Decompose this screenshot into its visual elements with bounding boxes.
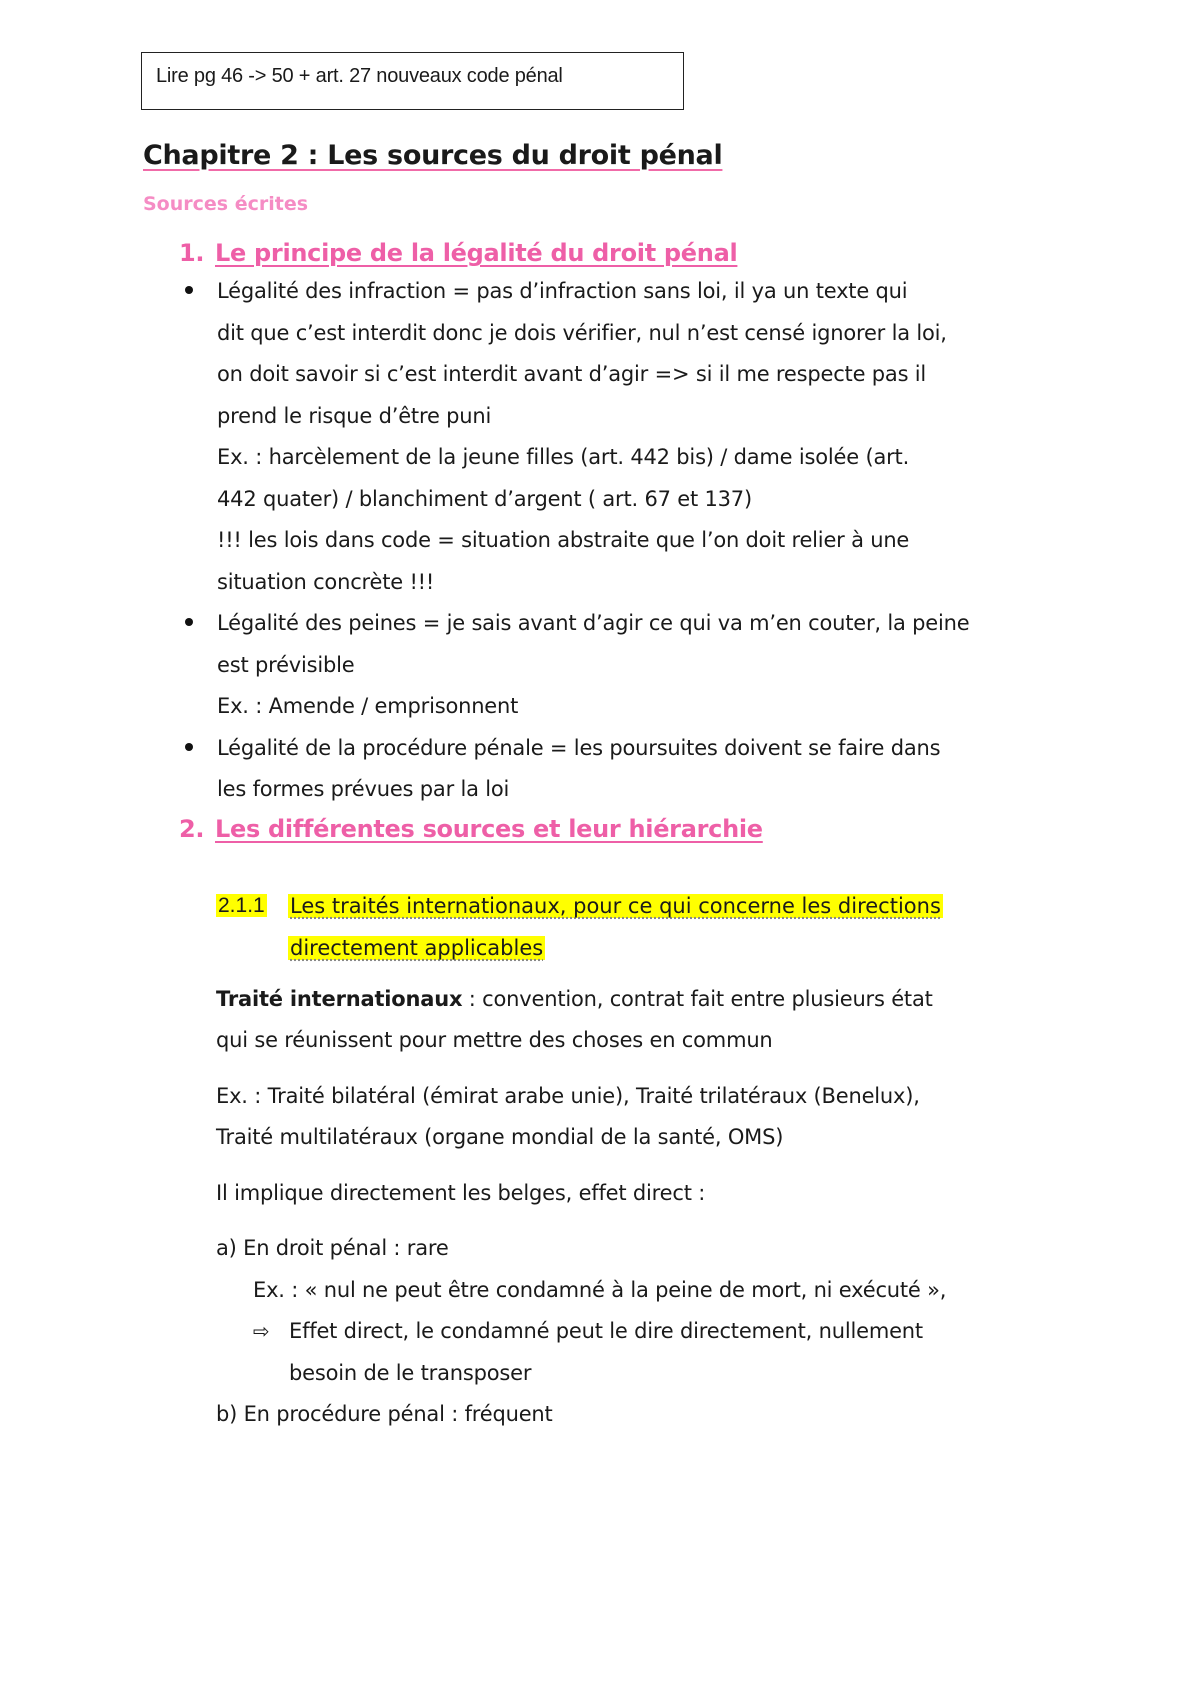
arrow-line-1: Effet direct, le condamné peut le dire directement, nullement [289, 1319, 923, 1343]
definition-text: : convention, contrat fait entre plusieurs état [462, 986, 933, 1011]
bullet-dot-icon [185, 743, 193, 751]
section-1-bullet-list [143, 271, 1083, 811]
section-1-title: Le principe de la légalité du droit pénal [215, 239, 738, 267]
bullet-line: Ex. : Amende / emprisonnent [217, 694, 519, 718]
document-content [143, 140, 1083, 1450]
section-2-number: 2. [179, 814, 205, 843]
sources-label: Sources écrites [143, 193, 309, 215]
point-b-block [143, 1394, 1083, 1436]
bullet-line: les formes prévues par la loi [217, 777, 510, 801]
bullet-line: 442 quater) / blanchiment d’argent ( art. 67 et 137) [217, 486, 752, 511]
bullet-line: on doit savoir si c’est interdit avant d’agir => si il me respecte pas il [217, 362, 927, 386]
bullet-legalite-infractions [143, 271, 1083, 603]
bullet-line: est prévisible [217, 652, 355, 677]
reading-note-box [141, 52, 684, 110]
bullet-line: situation concrète !!! [217, 569, 435, 594]
bullet-line: Légalité de la procédure pénale = les poursuites doivent se faire dans [217, 735, 941, 760]
reading-note-text: Lire pg 46 -> 50 + art. 27 nouveaux code pénal [156, 65, 563, 87]
bullet-line: Légalité des peines = je sais avant d’agir ce qui va m’en couter, la peine [217, 611, 970, 635]
subsection-title-line-1: Les traités internationaux, pour ce qui concerne les directions [290, 893, 941, 918]
section-2-title: Les différentes sources et leur hiérarchie [215, 814, 763, 843]
implication-line: Il implique directement les belges, effet direct : [216, 1180, 706, 1205]
chapter-title: Chapitre 2 : Les sources du droit pénal [143, 140, 723, 171]
point-a-arrow-item [143, 1311, 1083, 1394]
section-1-number: 1. [179, 239, 205, 267]
point-b-label: b) En procédure pénal : fréquent [216, 1402, 553, 1426]
subsection-number: 2.1.1 [218, 893, 265, 917]
bullet-dot-icon [185, 618, 193, 626]
definition-line-2: qui se réunissent pour mettre des choses en commun [216, 1028, 773, 1052]
section-2-heading [143, 815, 1083, 843]
examples-line-2: Traité multilatéraux (organe mondial de la santé, OMS) [216, 1125, 784, 1149]
point-a-label: a) En droit pénal : rare [216, 1236, 449, 1260]
definition-term: Traité internationaux [216, 986, 463, 1011]
bullet-line: Légalité des infraction = pas d’infraction sans loi, il ya un texte qui [217, 279, 908, 303]
arrow-line-2: besoin de le transposer [289, 1360, 532, 1385]
bullet-line: dit que c’est interdit donc je dois vérifier, nul n’est censé ignorer la loi, [217, 320, 947, 345]
bullet-dot-icon [185, 286, 193, 294]
subsection-2-1-1-heading [216, 885, 1083, 969]
bullet-legalite-procedure [143, 728, 1083, 811]
bullet-line: Ex. : harcèlement de la jeune filles (art. 442 bis) / dame isolée (art. [217, 445, 910, 469]
examples-paragraph [143, 1076, 1083, 1159]
point-a-example: Ex. : « nul ne peut être condamné à la peine de mort, ni exécuté », [253, 1277, 947, 1302]
bullet-line: !!! les lois dans code = situation abstraite que l’on doit relier à une [217, 528, 910, 552]
definition-paragraph [143, 979, 1083, 1062]
examples-line-1: Ex. : Traité bilatéral (émirat arabe unie), Traité trilatéraux (Benelux), [216, 1083, 920, 1108]
outline-arrow-icon: ⇨ [253, 1319, 270, 1343]
bullet-legalite-peines [143, 603, 1083, 728]
bullet-line: prend le risque d’être puni [217, 403, 492, 428]
subsection-title-line-2: directement applicables [290, 935, 544, 960]
section-1-heading [143, 239, 1083, 267]
implication-paragraph [143, 1173, 1083, 1215]
point-a-block [143, 1228, 1083, 1270]
